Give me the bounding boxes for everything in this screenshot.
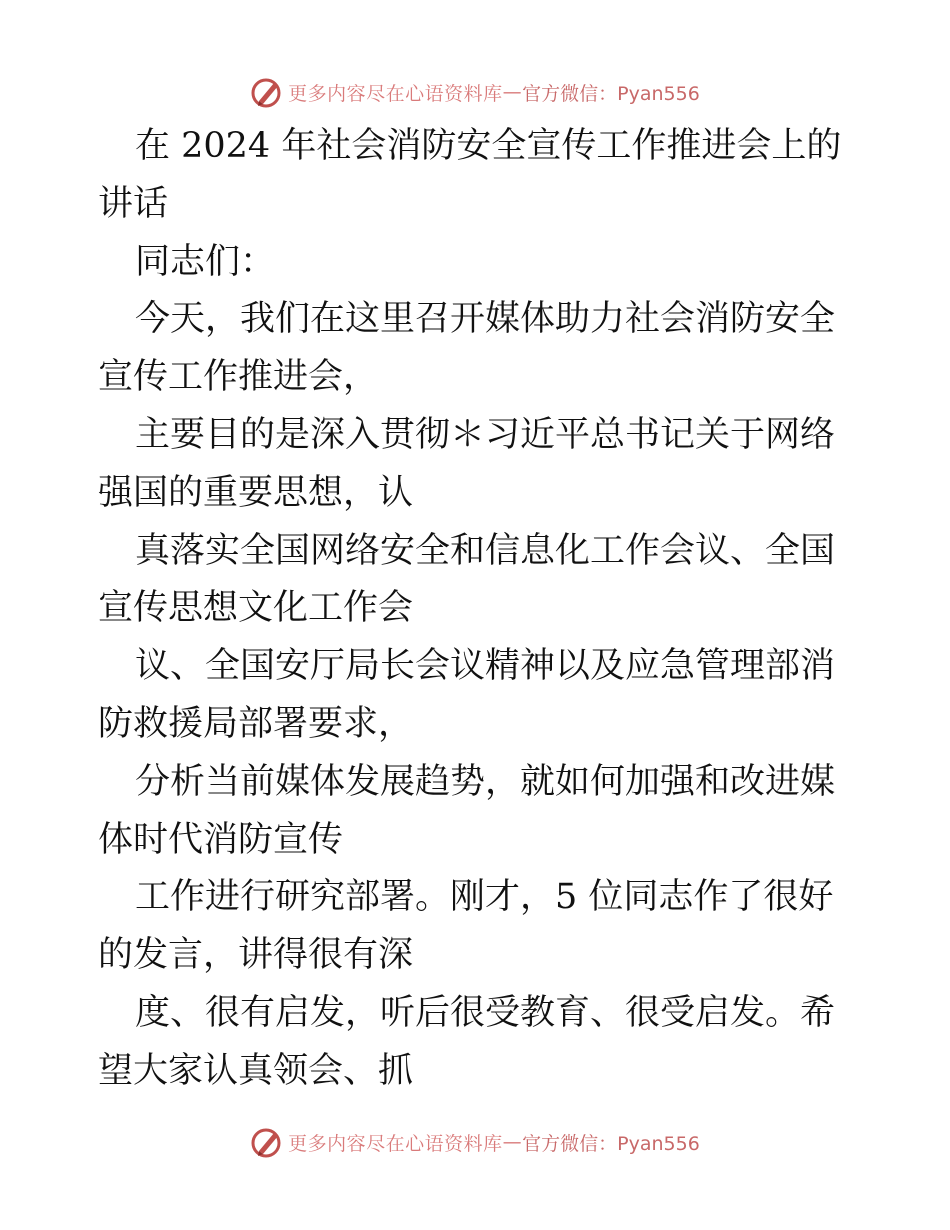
body-paragraph: 议、全国安厅局长会议精神以及应急管理部消防救援局部署要求， — [98, 646, 836, 744]
banner-separator: — — [502, 81, 523, 103]
pen-circle-logo-icon — [250, 75, 284, 109]
document-title: 在 2024 年社会消防安全宣传工作推进会上的讲话 — [98, 126, 842, 224]
pen-circle-logo-icon — [250, 1125, 284, 1159]
salutation: 同志们： — [135, 241, 276, 282]
body-paragraph: 今天，我们在这里召开媒体助力社会消防安全宣传工作推进会， — [98, 299, 836, 398]
banner-main-text: 更多内容尽在心语资料库 — [288, 1132, 503, 1155]
banner-wechat-text: 官方微信：Pyan556 — [522, 82, 700, 105]
body-paragraph: 真落实全国网络安全和信息化工作会议、全国宣传思想文化工作会 — [98, 530, 836, 629]
banner-main-text: 更多内容尽在心语资料库 — [288, 82, 503, 105]
document-body — [98, 118, 858, 1101]
footer-watermark-banner — [0, 1122, 950, 1162]
banner-wechat-text: 官方微信：Pyan556 — [522, 1132, 700, 1155]
body-paragraph: 主要目的是深入贯彻＊习近平总书记关于网络强国的重要思想，认 — [98, 414, 836, 513]
body-paragraph: 度、很有启发，听后很受教育、很受启发。希望大家认真领会、抓 — [98, 992, 836, 1091]
header-watermark-banner — [0, 72, 950, 112]
banner-separator: — — [502, 1131, 523, 1153]
body-paragraph: 工作进行研究部署。刚才，5 位同志作了很好的发言，讲得很有深 — [98, 877, 834, 976]
body-paragraph: 分析当前媒体发展趋势，就如何加强和改进媒体时代消防宣传 — [98, 761, 836, 860]
